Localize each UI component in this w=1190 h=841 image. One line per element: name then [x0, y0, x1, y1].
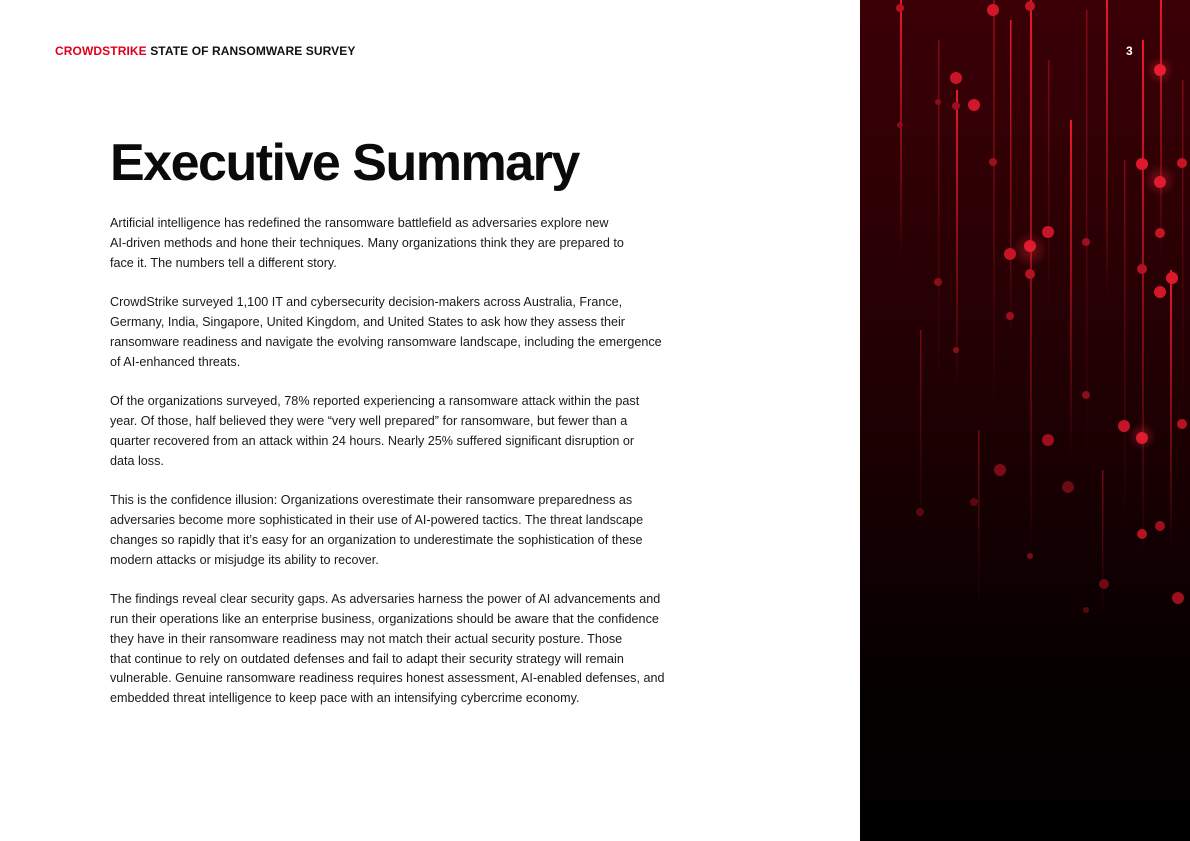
- text-line: This is the confidence illusion: Organizations overestimate their ransomware preparedness as: [110, 493, 633, 508]
- page-title: Executive Summary: [110, 134, 579, 192]
- text-line: Germany, India, Singapore, United Kingdom, and United States to ask how they assess their: [110, 314, 625, 329]
- glow-highlights: [1012, 56, 1176, 450]
- text-line: face it. The numbers tell a different story.: [110, 255, 337, 270]
- text-line: CrowdStrike surveyed 1,100 IT and cybersecurity decision-makers across Australia, France,: [110, 295, 623, 310]
- text-line: data loss.: [110, 453, 164, 468]
- text-line: The findings reveal clear security gaps. As adversaries harness the power of AI advancements and: [110, 592, 661, 607]
- brand-name: CROWDSTRIKE: [55, 44, 147, 58]
- text-line: Artificial intelligence has redefined the ransomware battlefield as adversaries explore new: [110, 216, 609, 230]
- text-line: ransomware readiness and navigate the evolving ransomware landscape, including the emergence: [110, 334, 662, 349]
- text-line: quarter recovered from an attack within 24 hours. Nearly 25% suffered significant disruption or: [110, 433, 635, 448]
- text-line: modern attacks or misjudge its ability to recover.: [110, 552, 379, 567]
- report-title: STATE OF RANSOMWARE SURVEY: [150, 44, 356, 58]
- rain-lines: [900, 0, 1184, 620]
- report-header: [55, 44, 356, 58]
- text-line: embedded threat intelligence to keep pace with an intensifying cybercrime economy.: [110, 691, 580, 706]
- paragraph: [110, 214, 710, 273]
- text-line: run their operations like an enterprise business, organizations should be aware that the confidence: [110, 611, 659, 626]
- text-line: year. Of those, half believed they were “very well prepared” for ransomware, but fewer than a: [110, 413, 628, 428]
- paragraph: [110, 491, 710, 570]
- text-line: vulnerable. Genuine ransomware readiness requires honest assessment, AI-enabled defenses, and: [110, 671, 665, 686]
- paragraph: [110, 293, 710, 372]
- text-line: they have in their ransomware readiness may not match their actual security posture. Those: [110, 631, 623, 646]
- text-line: that continue to rely on outdated defenses and fail to adapt their security strategy will remain: [110, 651, 624, 666]
- page-number: 3: [1126, 44, 1133, 58]
- text-line: of AI-enhanced threats.: [110, 354, 241, 369]
- summary-body: [110, 214, 710, 729]
- decorative-art-panel: [860, 0, 1190, 841]
- paragraph: [110, 590, 710, 709]
- text-line: changes so rapidly that it’s easy for an organization to underestimate the sophistication of these: [110, 532, 643, 547]
- text-line: AI-driven methods and hone their techniques. Many organizations think they are prepared to: [110, 235, 624, 250]
- text-line: adversaries become more sophisticated in their use of AI-powered tactics. The threat landscape: [110, 512, 644, 527]
- text-line: Of the organizations surveyed, 78% reported experiencing a ransomware attack within the past: [110, 394, 640, 409]
- digital-rain-graphic: [860, 0, 1190, 841]
- paragraph: [110, 392, 710, 471]
